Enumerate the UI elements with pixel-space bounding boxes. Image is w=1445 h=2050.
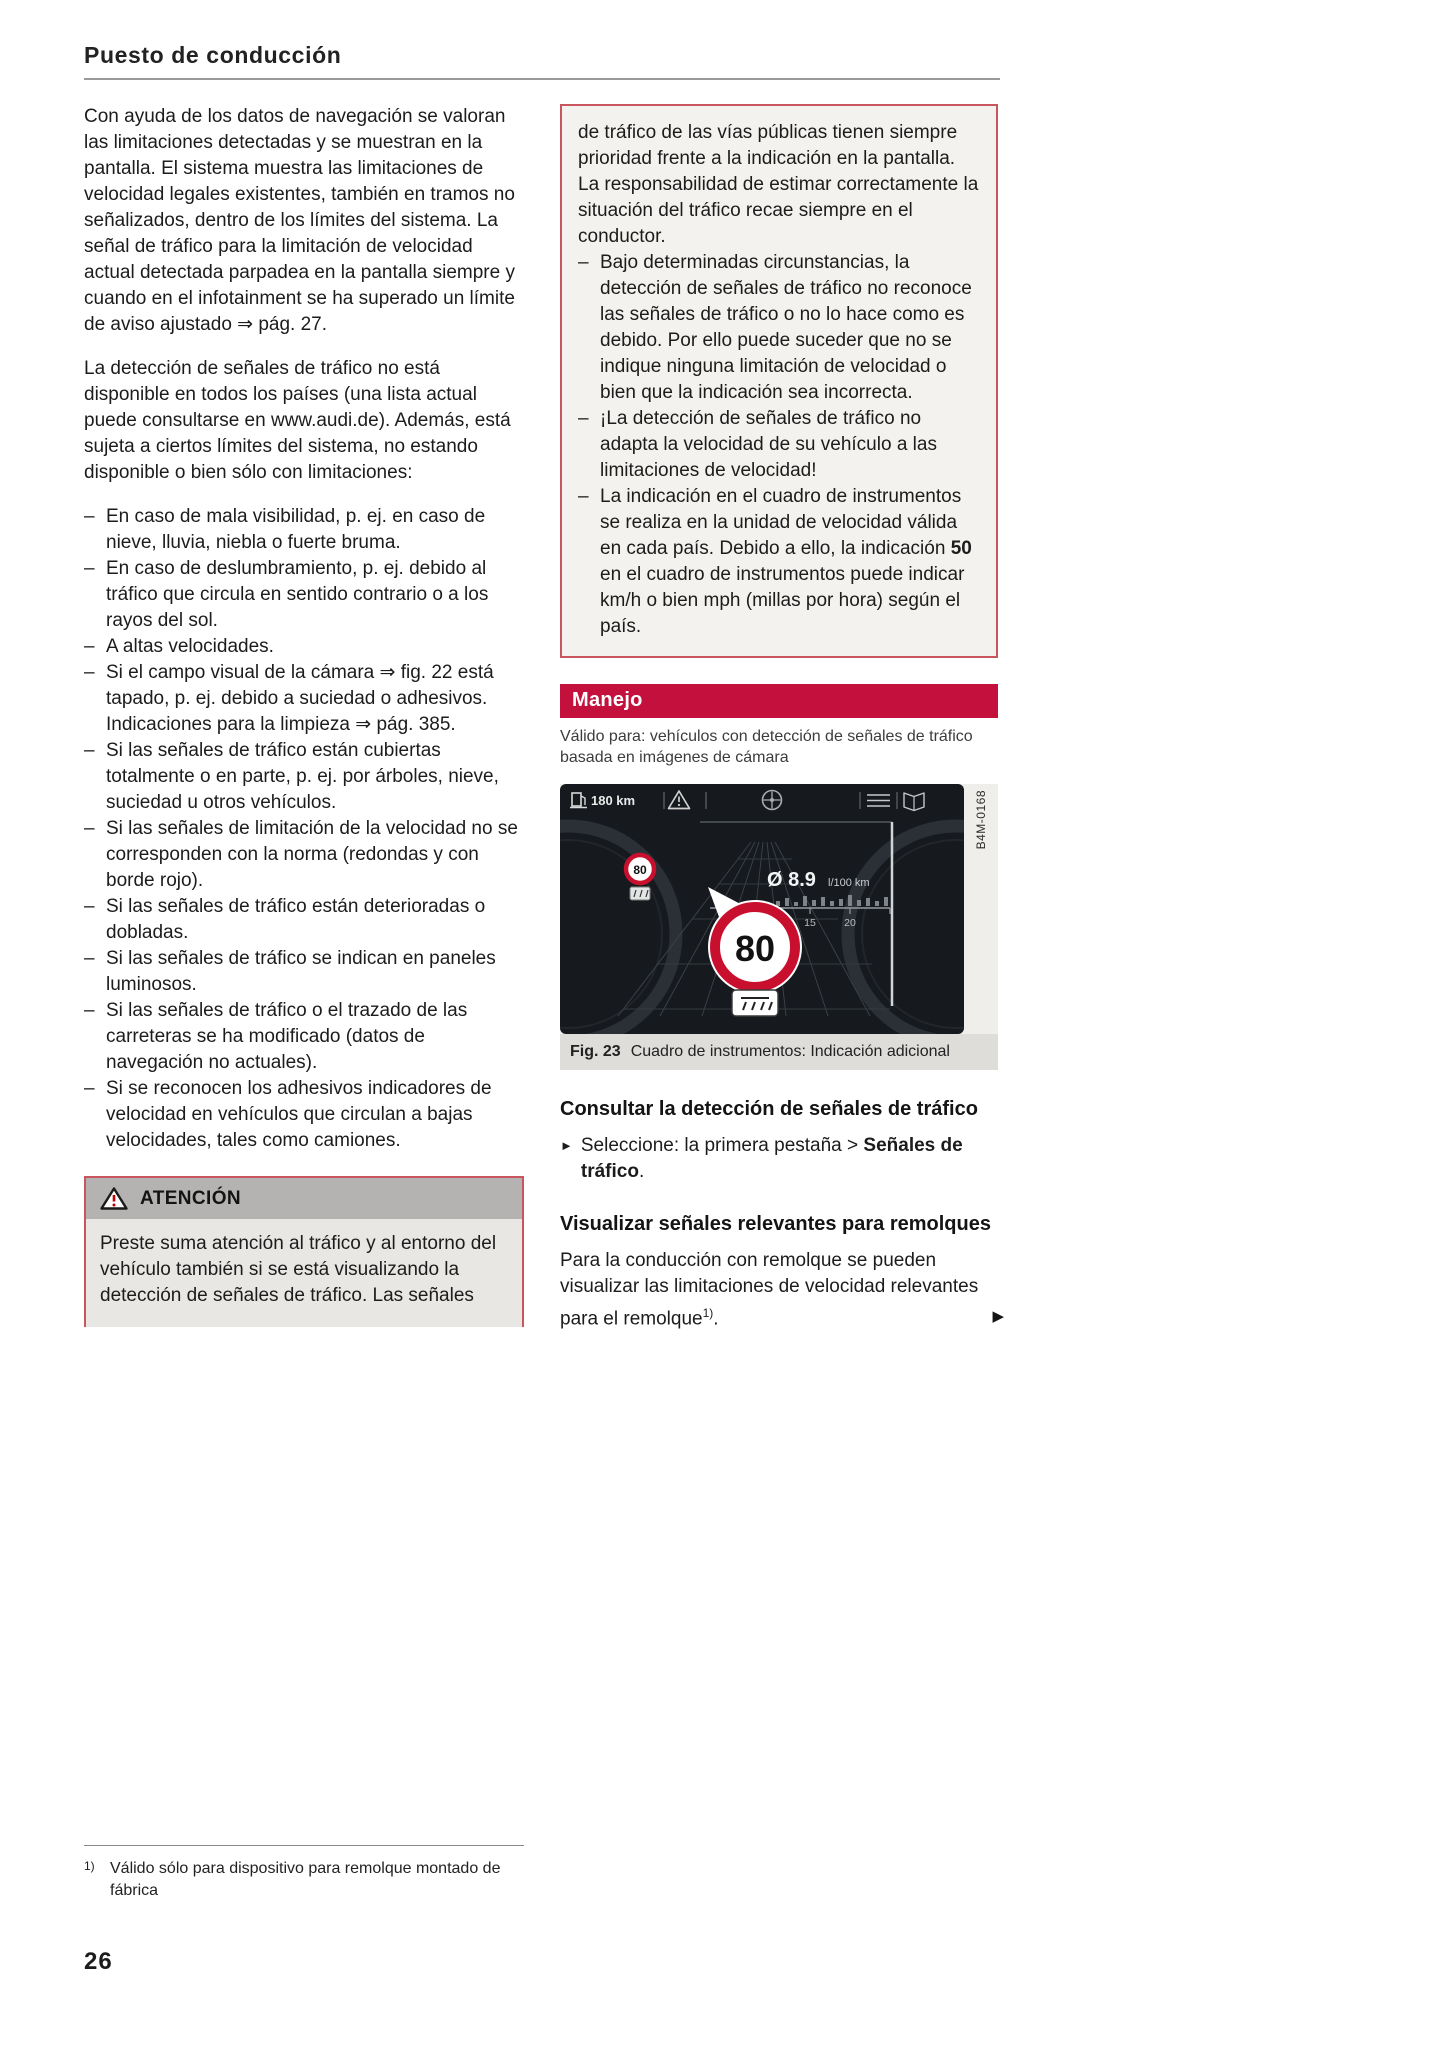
footnote-marker: 1)	[84, 1859, 95, 1873]
step-arrow-icon: ►	[560, 1138, 573, 1153]
attention-body-text: Preste suma atención al tráfico y al entorno del vehículo también si se está visualizando la detección de señales de tráfico. Las señales	[86, 1219, 522, 1327]
warning-triangle-icon	[100, 1186, 128, 1211]
footnote	[84, 1845, 524, 1902]
left-column	[84, 104, 524, 1327]
page-number: 26	[84, 1948, 113, 1975]
figure-code-strip	[964, 784, 998, 1034]
svg-text:Ø 8.9: Ø 8.9	[767, 869, 816, 891]
heading-remolques: Visualizar señales relevantes para remolques	[560, 1213, 991, 1235]
speed-limit-sign-small	[626, 855, 654, 900]
list-item: – En caso de mala visibilidad, p. ej. en caso de nieve, lluvia, niebla o fuerte bruma.	[84, 504, 524, 556]
svg-text:80: 80	[734, 928, 776, 969]
text-segment: .	[713, 1308, 719, 1330]
bold-value: 50	[950, 538, 972, 559]
attention-continuation-text: de tráfico de las vías públicas tienen siempre prioridad frente a la indicación en la pantalla. La responsabilidad de estimar correctamente la situación del tráfico recae siempre en el conductor.	[578, 122, 979, 247]
svg-text:80: 80	[633, 863, 647, 877]
figure-caption	[560, 1034, 998, 1070]
figure-23	[560, 784, 998, 1070]
trailer-paragraph	[560, 1248, 1004, 1332]
attention-items-list	[578, 250, 980, 640]
svg-text:l/100 km: l/100 km	[828, 877, 870, 889]
instrument-cluster-image	[560, 784, 964, 1034]
page-title: Puesto de conducción	[84, 42, 342, 68]
page-header	[84, 42, 1000, 80]
figure-code: B4M-0168	[974, 790, 988, 850]
compass-wheel-icon	[763, 791, 782, 810]
footnote-reference: 1)	[702, 1306, 714, 1320]
section-bar-manejo	[560, 684, 998, 718]
instruction-step	[560, 1133, 998, 1185]
svg-text:15: 15	[804, 917, 816, 929]
cluster-photo	[560, 784, 998, 1034]
list-item: – Si las señales de tráfico se indican en paneles luminosos.	[84, 946, 524, 998]
limitations-list	[84, 504, 524, 1154]
list-item: – Si las señales de tráfico o el trazado de las carreteras se ha modificado (datos de navegación no actuales).	[84, 998, 524, 1076]
paragraph-availability: La detección de señales de tráfico no está disponible en todos los países (una lista actual puede consultarse en www.audi.de). Además, está sujeta a ciertos límites del sistema, no estando disponible o bien sólo con limitaciones:	[84, 358, 511, 483]
footnote-text: Válido sólo para dispositivo para remolque montado de fábrica	[110, 1860, 501, 1899]
text-segment: Para la conducción con remolque se pueden visualizar las limitaciones de velocidad relevantes para el remolque	[560, 1250, 979, 1330]
list-item	[578, 484, 980, 640]
list-item: – ¡La detección de señales de tráfico no adapta la velocidad de su vehículo a las limitaciones de velocidad!	[578, 406, 980, 484]
menu-path-bold: Señales de tráfico	[580, 1135, 963, 1182]
list-item: – Si las señales de tráfico están deterioradas o dobladas.	[84, 894, 524, 946]
list-item: – En caso de deslumbramiento, p. ej. debido al tráfico que circula en sentido contrario o a los rayos del sol.	[84, 556, 524, 634]
attention-continuation-box	[560, 104, 998, 658]
text-segment: .	[638, 1161, 645, 1182]
step-text	[581, 1133, 998, 1185]
page-continues-icon: ▶	[992, 1308, 1004, 1326]
validity-note: Válido para: vehículos con detección de señales de tráfico basada en imágenes de cámara	[560, 728, 973, 766]
text-segment: en el cuadro de instrumentos puede indicar km/h o bien mph (millas por hora) según el país.	[600, 564, 965, 637]
list-item: – Si el campo visual de la cámara ⇒ fig. 22 está tapado, p. ej. debido a suciedad o adhesivos. Indicaciones para la limpieza ⇒ pág. 385.	[84, 660, 524, 738]
header-divider	[84, 78, 1000, 80]
svg-text:180 km: 180 km	[591, 793, 636, 808]
attention-box	[84, 1176, 524, 1327]
list-item: – Si las señales de limitación de la velocidad no se corresponden con la norma (redondas y con borde rojo).	[84, 816, 524, 894]
right-column	[560, 104, 1004, 1350]
heading-consultar: Consultar la detección de señales de tráfico	[560, 1098, 978, 1120]
attention-title: ATENCIÓN	[140, 1187, 242, 1209]
figure-number: Fig. 23	[570, 1043, 621, 1060]
list-item: – A altas velocidades.	[84, 634, 524, 660]
svg-text:20: 20	[844, 917, 856, 929]
paragraph-navigation-data: Con ayuda de los datos de navegación se valoran las limitaciones detectadas y se muestran en la pantalla. El sistema muestra las limitaciones de velocidad legales existentes, también en tramos no señalizados, dentro de los límites del sistema. La señal de tráfico para la limitación de velocidad actual detectada parpadea en la pantalla siempre y cuando en el infotainment se ha superado un límite de aviso ajustado ⇒ pág. 27.	[84, 106, 515, 335]
list-item: – Bajo determinadas circunstancias, la detección de señales de tráfico no reconoce las señales de tráfico o no lo hace como es debido. Por ello puede suceder que no se indique ninguna limitación de velocidad o bien que la indicación sea incorrecta.	[578, 250, 980, 406]
attention-header	[86, 1178, 522, 1219]
section-bar-label: Manejo	[572, 689, 643, 711]
list-item: – Si las señales de tráfico están cubiertas totalmente o en parte, p. ej. por árboles, nieve, suciedad u otros vehículos.	[84, 738, 524, 816]
figure-caption-text: Cuadro de instrumentos: Indicación adicional	[630, 1043, 950, 1060]
text-segment: Seleccione: la primera pestaña >	[580, 1135, 864, 1156]
text-segment: La indicación en el cuadro de instrumentos se realiza en la unidad de velocidad válida en cada país. Debido a ello, la indicación	[600, 486, 962, 559]
list-item: – Si se reconocen los adhesivos indicadores de velocidad en vehículos que circulan a bajas velocidades, tales como camiones.	[84, 1076, 524, 1154]
